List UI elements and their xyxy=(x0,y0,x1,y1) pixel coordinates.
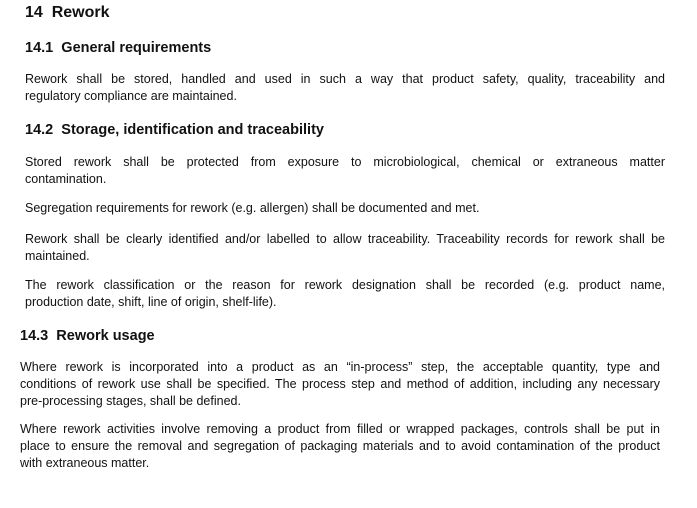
paragraph-14-2-4 xyxy=(25,277,665,311)
text-line: production date, shift, line of origin, shelf-life). xyxy=(25,295,277,309)
text-line: place to ensure the removal and segregation of packaging materials and to avoid contamination of the product xyxy=(20,439,660,453)
text-line: Where rework is incorporated into a product as an “in-process” step, the acceptable quantity, type and xyxy=(20,360,660,374)
section-heading xyxy=(25,4,109,22)
section-title: Rework xyxy=(51,4,110,21)
text-line: Rework shall be clearly identified and/or labelled to allow traceability. Traceability records for rework shall be xyxy=(25,232,665,246)
subsection-number: 14.1 xyxy=(25,40,54,56)
paragraph-14-2-2 xyxy=(25,200,665,217)
text-line: The rework classification or the reason for rework designation shall be recorded (e.g. product name, xyxy=(25,278,665,292)
text-line: Rework shall be stored, handled and used in such a way that product safety, quality, traceability and xyxy=(25,72,665,86)
subsection-heading-14-2 xyxy=(25,122,324,138)
text-line: maintained. xyxy=(25,249,90,263)
subsection-heading-14-1 xyxy=(25,40,211,56)
subsection-heading-14-3 xyxy=(20,328,155,344)
paragraph-14-3-1 xyxy=(20,359,660,410)
subsection-title: General requirements xyxy=(61,40,212,56)
paragraph-14-1-1 xyxy=(25,71,665,105)
subsection-title: Rework usage xyxy=(56,328,155,344)
subsection-number: 14.2 xyxy=(25,122,54,138)
text-line: contamination. xyxy=(25,172,107,186)
text-line: Where rework activities involve removing a product from filled or wrapped packages, controls shall be put in xyxy=(20,422,660,436)
text-line: with extraneous matter. xyxy=(20,456,150,470)
subsection-title: Storage, identification and traceability xyxy=(61,122,324,138)
text-line: Stored rework shall be protected from exposure to microbiological, chemical or extraneous matter xyxy=(25,155,665,169)
text-line: Segregation requirements for rework (e.g. allergen) shall be documented and met. xyxy=(25,201,480,215)
paragraph-14-3-2 xyxy=(20,421,660,472)
subsection-number: 14.3 xyxy=(20,328,49,344)
text-line: regulatory compliance are maintained. xyxy=(25,89,237,103)
paragraph-14-2-3 xyxy=(25,231,665,265)
paragraph-14-2-1 xyxy=(25,154,665,188)
text-line: conditions of rework use shall be specified. The process step and method of addition, including any necessary xyxy=(20,377,660,391)
text-line: pre-processing stages, shall be defined. xyxy=(20,394,241,408)
section-number: 14 xyxy=(25,4,43,21)
